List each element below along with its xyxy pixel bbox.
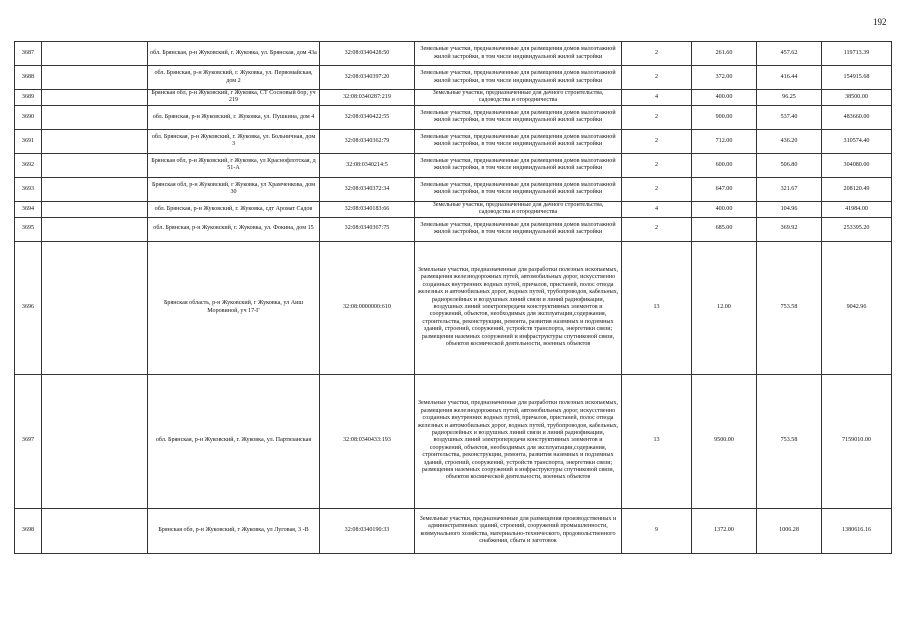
area-cell: 9500.00 bbox=[692, 374, 757, 508]
cadastral-value-cell: 1380616.16 bbox=[822, 508, 892, 553]
group-cell: 9 bbox=[622, 508, 692, 553]
area-cell: 12.00 bbox=[692, 241, 757, 374]
blank-cell bbox=[42, 217, 148, 241]
cadastral-value-cell: 9042.96 bbox=[822, 241, 892, 374]
cadastral-number-cell: 32:08:0340287:219 bbox=[320, 90, 415, 106]
group-cell: 2 bbox=[622, 217, 692, 241]
table-row bbox=[15, 42, 892, 66]
specific-value-cell: 537.40 bbox=[757, 105, 822, 129]
specific-value-cell: 436.20 bbox=[757, 129, 822, 153]
cadastral-value-cell: 119713.39 bbox=[822, 42, 892, 66]
row-number: 3692 bbox=[15, 153, 42, 177]
cadastral-number-cell: 32:08:0340422:55 bbox=[320, 105, 415, 129]
blank-cell bbox=[42, 201, 148, 217]
land-use-cell: Земельные участки, предназначенные для дачного строительства, садоводства и огородничества bbox=[415, 201, 622, 217]
cadastral-value-cell: 253395.20 bbox=[822, 217, 892, 241]
cadastral-number-cell: 32:08:0340397:20 bbox=[320, 66, 415, 90]
specific-value-cell: 506.80 bbox=[757, 153, 822, 177]
table-row bbox=[15, 374, 892, 508]
group-cell: 2 bbox=[622, 153, 692, 177]
row-number: 3696 bbox=[15, 241, 42, 374]
row-number: 3691 bbox=[15, 129, 42, 153]
row-number: 3690 bbox=[15, 105, 42, 129]
blank-cell bbox=[42, 508, 148, 553]
land-use-cell: Земельные участки, предназначенные для разработки полезных ископаемых, размещения железнодорожных путей, автомобильных дорог, искусственно созданных внутренних водных путей, причалов, пристаней, полос отвода железных и автомобильных дорог, водных путей, трубопроводов, кабельных, радиорелейных и воздушных линий связи и линий радиофикации, воздушных линий электропередачи конструктивных элементов и сооружений, объектов, необходимых для эксплуатации,содержания, строительства, реконструкции, ремонта, развития наземных и подземных зданий, строений, сооружений, устройств транспорта, энергетики связи; размещения наземных сооружений и инфраструктуры спутниковой связи, объектов космической деятельности, военных объектов bbox=[415, 241, 622, 374]
land-use-cell: Земельные участки, предназначенные для размещения домов малоэтажной жилой застройки, в том числе индивидуальной жилой застройки bbox=[415, 42, 622, 66]
row-number: 3697 bbox=[15, 374, 42, 508]
specific-value-cell: 1006.28 bbox=[757, 508, 822, 553]
area-cell: 647.00 bbox=[692, 177, 757, 201]
blank-cell bbox=[42, 90, 148, 106]
land-registry-table bbox=[14, 41, 892, 554]
address-cell: обл. Брянская, р-н Жуковский, г. Жуковка, сдт Аромат Садов bbox=[148, 201, 320, 217]
table-row bbox=[15, 129, 892, 153]
address-cell: обл. Брянская, р-н Жуковский, г. Жуковка, ул. Брянская, дом 43а bbox=[148, 42, 320, 66]
address-cell: Брянская обл, р-н Жуковский, г Жуковка, СТ Сосновый бор, уч 219 bbox=[148, 90, 320, 106]
address-cell: обл. Брянская, р-н Жуковский, г. Жуковка, ул. Больничная, дом 3 bbox=[148, 129, 320, 153]
table-row bbox=[15, 105, 892, 129]
area-cell: 685.00 bbox=[692, 217, 757, 241]
table-row bbox=[15, 241, 892, 374]
group-cell: 2 bbox=[622, 129, 692, 153]
table-row bbox=[15, 153, 892, 177]
area-cell: 400.00 bbox=[692, 201, 757, 217]
group-cell: 2 bbox=[622, 105, 692, 129]
row-number: 3694 bbox=[15, 201, 42, 217]
address-cell: Брянская обл, р-н Жуковский, г Жуковка, ул Краснофлотская, д 51-А bbox=[148, 153, 320, 177]
cadastral-value-cell: 304080.00 bbox=[822, 153, 892, 177]
cadastral-number-cell: 32:08:0340190:33 bbox=[320, 508, 415, 553]
table-row bbox=[15, 90, 892, 106]
land-use-cell: Земельные участки, предназначенные для размещения производственных и административных зданий, строений, сооружений промышленности, коммунального хозяйства, материально-технического, продовольственного снабжения, сбыта и заготовок bbox=[415, 508, 622, 553]
specific-value-cell: 457.62 bbox=[757, 42, 822, 66]
page-number: 192 bbox=[873, 17, 887, 27]
row-number: 3689 bbox=[15, 90, 42, 106]
group-cell: 4 bbox=[622, 201, 692, 217]
cadastral-value-cell: 38500.00 bbox=[822, 90, 892, 106]
area-cell: 372.00 bbox=[692, 66, 757, 90]
address-cell: обл. Брянская, р-н Жуковский, г. Жуковка, ул. Пушкина, дом 4 bbox=[148, 105, 320, 129]
cadastral-number-cell: 32:08:0340214:5 bbox=[320, 153, 415, 177]
row-number: 3693 bbox=[15, 177, 42, 201]
row-number: 3698 bbox=[15, 508, 42, 553]
cadastral-number-cell: 32:08:0340428:50 bbox=[320, 42, 415, 66]
cadastral-number-cell: 32:08:0340367:75 bbox=[320, 217, 415, 241]
land-use-cell: Земельные участки, предназначенные для размещения домов малоэтажной жилой застройки, в том числе индивидуальной жилой застройки bbox=[415, 217, 622, 241]
specific-value-cell: 416.44 bbox=[757, 66, 822, 90]
group-cell: 13 bbox=[622, 374, 692, 508]
row-number: 3687 bbox=[15, 42, 42, 66]
address-cell: Брянская обл, р-н Жуковский, г Жуковка, ул Храмченкова, дом 30 bbox=[148, 177, 320, 201]
table-row bbox=[15, 201, 892, 217]
group-cell: 2 bbox=[622, 42, 692, 66]
table-row bbox=[15, 508, 892, 553]
area-cell: 900.00 bbox=[692, 105, 757, 129]
land-use-cell: Земельные участки, предназначенные для размещения домов малоэтажной жилой застройки, в том числе индивидуальной жилой застройки bbox=[415, 153, 622, 177]
cadastral-value-cell: 41984.00 bbox=[822, 201, 892, 217]
cadastral-number-cell: 32:08:0340183:66 bbox=[320, 201, 415, 217]
address-cell: Брянская обл, р-н Жуковский, г Жуковка, ул Луговая, 3 -В bbox=[148, 508, 320, 553]
specific-value-cell: 753.58 bbox=[757, 374, 822, 508]
specific-value-cell: 96.25 bbox=[757, 90, 822, 106]
specific-value-cell: 321.67 bbox=[757, 177, 822, 201]
land-use-cell: Земельные участки, предназначенные для разработки полезных ископаемых, размещения железнодорожных путей, автомобильных дорог, искусственно созданных внутренних водных путей, причалов, пристаней, полос отвода железных и автомобильных дорог, водных путей, трубопроводов, кабельных, радиорелейных и воздушных линий связи и линий радиофикации, воздушных линий электропередачи конструктивных элементов и сооружений, объектов, необходимых для эксплуатации,содержания, строительства, реконструкции, ремонта, развития наземных и подземных зданий, строений, сооружений, устройств транспорта, энергетики связи; размещения наземных сооружений и инфраструктуры спутниковой связи, объектов космической деятельности, военных объектов bbox=[415, 374, 622, 508]
table-row bbox=[15, 66, 892, 90]
blank-cell bbox=[42, 66, 148, 90]
specific-value-cell: 369.92 bbox=[757, 217, 822, 241]
cadastral-number-cell: 32:08:0000000:610 bbox=[320, 241, 415, 374]
address-cell: обл. Брянская, р-н Жуковский, г. Жуковка, ул. Фокина, дом 15 bbox=[148, 217, 320, 241]
group-cell: 13 bbox=[622, 241, 692, 374]
area-cell: 1372.00 bbox=[692, 508, 757, 553]
cadastral-number-cell: 32:08:0340433:193 bbox=[320, 374, 415, 508]
table-row bbox=[15, 217, 892, 241]
cadastral-number-cell: 32:08:0340372:34 bbox=[320, 177, 415, 201]
row-number: 3688 bbox=[15, 66, 42, 90]
blank-cell bbox=[42, 177, 148, 201]
land-use-cell: Земельные участки, предназначенные для размещения домов малоэтажной жилой застройки, в том числе индивидуальной жилой застройки bbox=[415, 177, 622, 201]
blank-cell bbox=[42, 374, 148, 508]
cadastral-value-cell: 208120.49 bbox=[822, 177, 892, 201]
row-number: 3695 bbox=[15, 217, 42, 241]
land-use-cell: Земельные участки, предназначенные для размещения домов малоэтажной жилой застройки, в том числе индивидуальной жилой застройки bbox=[415, 129, 622, 153]
group-cell: 2 bbox=[622, 177, 692, 201]
area-cell: 400.00 bbox=[692, 90, 757, 106]
blank-cell bbox=[42, 42, 148, 66]
address-cell: Брянская область, р-н Жуковский, г Жуковка, ул Аиш Моровиной, уч 17-Г bbox=[148, 241, 320, 374]
cadastral-value-cell: 7159010.00 bbox=[822, 374, 892, 508]
area-cell: 600.00 bbox=[692, 153, 757, 177]
area-cell: 261.60 bbox=[692, 42, 757, 66]
land-use-cell: Земельные участки, предназначенные для размещения домов малоэтажной жилой застройки, в том числе индивидуальной жилой застройки bbox=[415, 66, 622, 90]
table-body bbox=[15, 42, 892, 554]
land-use-cell: Земельные участки, предназначенные для размещения домов малоэтажной жилой застройки, в том числе индивидуальной жилой застройки bbox=[415, 105, 622, 129]
table-row bbox=[15, 177, 892, 201]
cadastral-value-cell: 154915.68 bbox=[822, 66, 892, 90]
blank-cell bbox=[42, 105, 148, 129]
cadastral-number-cell: 32:08:0340362:79 bbox=[320, 129, 415, 153]
cadastral-value-cell: 310574.40 bbox=[822, 129, 892, 153]
blank-cell bbox=[42, 153, 148, 177]
specific-value-cell: 104.96 bbox=[757, 201, 822, 217]
address-cell: обл. Брянская, р-н Жуковский, г. Жуковка, ул. Первомайская, дом 2 bbox=[148, 66, 320, 90]
group-cell: 2 bbox=[622, 66, 692, 90]
address-cell: обл. Брянская, р-н Жуковский, г. Жуковка, ул. Партизанская bbox=[148, 374, 320, 508]
cadastral-value-cell: 483660.00 bbox=[822, 105, 892, 129]
land-use-cell: Земельные участки, предназначенные для дачного строительства, садоводства и огородничества bbox=[415, 90, 622, 106]
blank-cell bbox=[42, 241, 148, 374]
group-cell: 4 bbox=[622, 90, 692, 106]
area-cell: 712.00 bbox=[692, 129, 757, 153]
specific-value-cell: 753.58 bbox=[757, 241, 822, 374]
blank-cell bbox=[42, 129, 148, 153]
